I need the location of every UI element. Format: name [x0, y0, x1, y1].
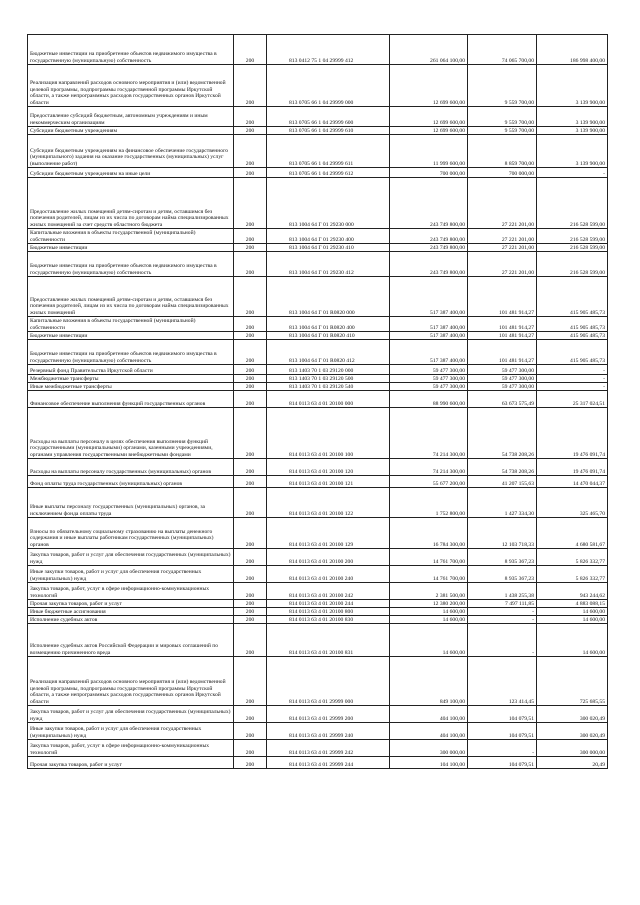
- executed-amount-cell: 27 221 201,00: [468, 244, 537, 252]
- unexecuted-amount-cell: 186 998 400,00: [537, 35, 608, 65]
- executed-amount-cell: -: [468, 616, 537, 624]
- expense-name-cell: Бюджетные инвестиции: [28, 332, 234, 340]
- budget-classification-code-cell: 813 1403 70 1 03 29120 540: [267, 383, 390, 391]
- approved-amount-cell: 104 100,00: [390, 757, 468, 769]
- expense-name-cell: Взносы по обязательному социальному страхованию на выплаты денежного содержания и иные выплаты работникам государственных (муниципальных) органов: [28, 518, 234, 549]
- table-row: [28, 566, 608, 583]
- budget-classification-code-cell: 813 0705 66 1 04 29999 611: [267, 135, 390, 168]
- executed-amount-cell: 8 935 367,23: [468, 549, 537, 566]
- executed-amount-cell: 59 477 300,00: [468, 375, 537, 383]
- executed-amount-cell: 123 414,45: [468, 657, 537, 706]
- line-code-cell: 200: [234, 624, 267, 657]
- budget-classification-code-cell: 814 0113 63 4 01 20100 244: [267, 600, 390, 608]
- table-row: [28, 168, 608, 178]
- budget-classification-code-cell: 814 0113 63 4 01 29999 242: [267, 740, 390, 757]
- budget-classification-code-cell: 814 0113 63 4 01 20100 100: [267, 408, 390, 459]
- table-row: [28, 277, 608, 317]
- executed-amount-cell: 1 438 255,38: [468, 583, 537, 600]
- unexecuted-amount-cell: 19 476 091,74: [537, 408, 608, 459]
- unexecuted-amount-cell: -: [537, 383, 608, 391]
- budget-classification-code-cell: 814 0113 63 4 01 29999 200: [267, 706, 390, 723]
- line-code-cell: 200: [234, 317, 267, 332]
- table-row: [28, 365, 608, 375]
- approved-amount-cell: 14 761 700,00: [390, 566, 468, 583]
- budget-classification-code-cell: 814 0113 63 4 01 20100 830: [267, 616, 390, 624]
- line-code-cell: 200: [234, 391, 267, 408]
- unexecuted-amount-cell: 4 680 581,67: [537, 518, 608, 549]
- expense-name-cell: Резервный фонд Правительства Иркутской области: [28, 365, 234, 375]
- executed-amount-cell: 27 221 201,00: [468, 178, 537, 229]
- approved-amount-cell: 12 699 600,00: [390, 65, 468, 107]
- budget-classification-code-cell: 814 0113 63 4 01 29999 240: [267, 723, 390, 740]
- expense-name-cell: Реализация направлений расходов основного мероприятия и (или) ведомственной целевой программы, подпрограммы государственной программы Иркутской области, а также непрограммных расходов государственных органов Иркутской области: [28, 657, 234, 706]
- unexecuted-amount-cell: 415 905 485,73: [537, 277, 608, 317]
- approved-amount-cell: 14 761 700,00: [390, 549, 468, 566]
- unexecuted-amount-cell: 3 139 900,00: [537, 127, 608, 135]
- expense-name-cell: Иные межбюджетные трансферты: [28, 383, 234, 391]
- budget-classification-code-cell: 813 1004 64 Г 01 29230 410: [267, 244, 390, 252]
- approved-amount-cell: 700 000,00: [390, 168, 468, 178]
- expense-name-cell: Капитальные вложения в объекты государственной (муниципальной) собственности: [28, 317, 234, 332]
- executed-amount-cell: -: [468, 740, 537, 757]
- line-code-cell: 200: [234, 252, 267, 277]
- budget-classification-code-cell: 813 1004 64 Г 01 R0820 400: [267, 317, 390, 332]
- approved-amount-cell: 1 752 800,00: [390, 488, 468, 518]
- line-code-cell: 200: [234, 244, 267, 252]
- approved-amount-cell: 59 477 300,00: [390, 365, 468, 375]
- budget-classification-code-cell: 814 0113 63 4 01 29999 244: [267, 757, 390, 769]
- line-code-cell: 200: [234, 608, 267, 616]
- approved-amount-cell: 517 387 400,00: [390, 317, 468, 332]
- unexecuted-amount-cell: 19 476 091,74: [537, 459, 608, 476]
- unexecuted-amount-cell: 725 685,55: [537, 657, 608, 706]
- budget-classification-code-cell: 813 1004 64 Г 01 R0820 410: [267, 332, 390, 340]
- approved-amount-cell: 300 000,00: [390, 740, 468, 757]
- line-code-cell: 200: [234, 476, 267, 488]
- table-row: [28, 244, 608, 252]
- executed-amount-cell: 700 000,00: [468, 168, 537, 178]
- approved-amount-cell: 55 677 200,00: [390, 476, 468, 488]
- line-code-cell: 200: [234, 549, 267, 566]
- budget-classification-code-cell: 813 1403 70 1 03 29120 000: [267, 365, 390, 375]
- expense-name-cell: Иные бюджетные ассигнования: [28, 608, 234, 616]
- table-row: [28, 317, 608, 332]
- line-code-cell: 200: [234, 408, 267, 459]
- expense-name-cell: Исполнение судебных актов: [28, 616, 234, 624]
- table-row: [28, 723, 608, 740]
- unexecuted-amount-cell: 216 528 599,00: [537, 244, 608, 252]
- executed-amount-cell: 8 859 700,00: [468, 135, 537, 168]
- table-row: [28, 332, 608, 340]
- table-row: [28, 583, 608, 600]
- line-code-cell: 200: [234, 600, 267, 608]
- expense-name-cell: Закупка товаров, работ и услуг для обеспечения государственных (муниципальных) нужд: [28, 706, 234, 723]
- table-row: [28, 600, 608, 608]
- budget-classification-code-cell: 813 0705 66 1 04 29999 600: [267, 107, 390, 127]
- budget-classification-code-cell: 814 0113 63 4 01 20100 831: [267, 624, 390, 657]
- budget-classification-code-cell: 814 0113 63 4 01 20100 800: [267, 608, 390, 616]
- line-code-cell: 200: [234, 518, 267, 549]
- line-code-cell: 200: [234, 566, 267, 583]
- line-code-cell: 200: [234, 135, 267, 168]
- approved-amount-cell: 517 387 400,00: [390, 340, 468, 365]
- line-code-cell: 200: [234, 178, 267, 229]
- table-row: [28, 518, 608, 549]
- budget-classification-code-cell: 813 1004 64 Г 01 29230 400: [267, 229, 390, 244]
- line-code-cell: 200: [234, 332, 267, 340]
- executed-amount-cell: 63 673 575,49: [468, 391, 537, 408]
- executed-amount-cell: 27 221 201,00: [468, 229, 537, 244]
- expense-name-cell: Бюджетные инвестиции на приобретение объектов недвижимого имущества в государственную (муниципальную) собственность: [28, 340, 234, 365]
- budget-classification-code-cell: 813 1004 64 Г 01 R0820 000: [267, 277, 390, 317]
- line-code-cell: 200: [234, 375, 267, 383]
- approved-amount-cell: 243 749 800,00: [390, 229, 468, 244]
- executed-amount-cell: 12 103 718,33: [468, 518, 537, 549]
- line-code-cell: 200: [234, 459, 267, 476]
- executed-amount-cell: 59 477 300,00: [468, 383, 537, 391]
- unexecuted-amount-cell: 14 600,00: [537, 608, 608, 616]
- executed-amount-cell: 1 427 334,30: [468, 488, 537, 518]
- table-row: [28, 391, 608, 408]
- approved-amount-cell: 517 387 400,00: [390, 277, 468, 317]
- table-row: [28, 229, 608, 244]
- expense-name-cell: Субсидии бюджетным учреждениям на иные цели: [28, 168, 234, 178]
- approved-amount-cell: 404 100,00: [390, 706, 468, 723]
- executed-amount-cell: 74 065 700,00: [468, 35, 537, 65]
- unexecuted-amount-cell: 3 139 900,00: [537, 65, 608, 107]
- budget-classification-code-cell: 814 0113 63 4 01 20100 120: [267, 459, 390, 476]
- expense-name-cell: Исполнение судебных актов Российской Федерации и мировых соглашений по возмещению причиненного вреда: [28, 624, 234, 657]
- line-code-cell: 200: [234, 383, 267, 391]
- table-row: [28, 757, 608, 769]
- budget-classification-code-cell: 813 1004 64 Г 01 29230 000: [267, 178, 390, 229]
- approved-amount-cell: 11 999 600,00: [390, 135, 468, 168]
- line-code-cell: 200: [234, 583, 267, 600]
- line-code-cell: 200: [234, 706, 267, 723]
- unexecuted-amount-cell: 216 528 599,00: [537, 178, 608, 229]
- table-row: [28, 657, 608, 706]
- executed-amount-cell: 101 481 914,27: [468, 340, 537, 365]
- budget-classification-code-cell: 813 0705 66 1 04 29999 612: [267, 168, 390, 178]
- unexecuted-amount-cell: 943 244,62: [537, 583, 608, 600]
- unexecuted-amount-cell: 14 470 044,37: [537, 476, 608, 488]
- expense-name-cell: Реализация направлений расходов основного мероприятия и (или) ведомственной целевой программы, подпрограммы государственной программы Иркутской области, а также непрограммных расходов государственных органов Иркутской области: [28, 65, 234, 107]
- line-code-cell: 200: [234, 657, 267, 706]
- line-code-cell: 200: [234, 757, 267, 769]
- table-row: [28, 408, 608, 459]
- approved-amount-cell: 12 699 600,00: [390, 107, 468, 127]
- table-row: [28, 252, 608, 277]
- approved-amount-cell: 74 214 300,00: [390, 459, 468, 476]
- budget-classification-code-cell: 814 0113 63 4 01 20100 122: [267, 488, 390, 518]
- executed-amount-cell: 104 079,51: [468, 757, 537, 769]
- line-code-cell: 200: [234, 488, 267, 518]
- budget-classification-code-cell: 814 0113 63 4 01 20100 240: [267, 566, 390, 583]
- table-row: [28, 65, 608, 107]
- expense-name-cell: Расходы на выплаты персоналу государственных (муниципальных) органов: [28, 459, 234, 476]
- line-code-cell: 200: [234, 340, 267, 365]
- executed-amount-cell: 104 079,51: [468, 723, 537, 740]
- approved-amount-cell: 243 749 800,00: [390, 252, 468, 277]
- table-row: [28, 488, 608, 518]
- expense-name-cell: Расходы на выплаты персоналу в целях обеспечения выполнения функций государственными (муниципальными) органами, казенными учреждениями, органами управления государственными внебюджетными фондами: [28, 408, 234, 459]
- budget-classification-code-cell: 814 0113 63 4 01 20100 121: [267, 476, 390, 488]
- expense-name-cell: Закупка товаров, работ, услуг в сфере информационно-коммуникационных технологий: [28, 740, 234, 757]
- unexecuted-amount-cell: 216 528 599,00: [537, 252, 608, 277]
- table-row: [28, 375, 608, 383]
- executed-amount-cell: 101 481 914,27: [468, 332, 537, 340]
- approved-amount-cell: 12 380 200,00: [390, 600, 468, 608]
- executed-amount-cell: 9 559 700,00: [468, 65, 537, 107]
- approved-amount-cell: 517 387 400,00: [390, 332, 468, 340]
- executed-amount-cell: 8 935 367,23: [468, 566, 537, 583]
- expense-name-cell: Предоставление субсидий бюджетным, автономным учреждениям и иным некоммерческим организациям: [28, 107, 234, 127]
- unexecuted-amount-cell: 300 020,49: [537, 723, 608, 740]
- expense-name-cell: Межбюджетные трансферты: [28, 375, 234, 383]
- executed-amount-cell: 54 738 208,26: [468, 459, 537, 476]
- approved-amount-cell: 88 990 600,00: [390, 391, 468, 408]
- budget-classification-code-cell: 814 0113 63 4 01 20100 000: [267, 391, 390, 408]
- budget-classification-code-cell: 813 0705 66 1 04 29999 000: [267, 65, 390, 107]
- approved-amount-cell: 59 477 300,00: [390, 383, 468, 391]
- unexecuted-amount-cell: -: [537, 168, 608, 178]
- unexecuted-amount-cell: 5 826 332,77: [537, 566, 608, 583]
- expense-name-cell: Предоставление жилых помещений детям-сиротам и детям, оставшимся без попечения родителей, лицам из их числа по договорам найма специализированных жилых помещений: [28, 277, 234, 317]
- budget-classification-code-cell: 813 1403 70 1 03 29120 500: [267, 375, 390, 383]
- line-code-cell: 200: [234, 229, 267, 244]
- expense-name-cell: Предоставление жилых помещений детям-сиротам и детям, оставшимся без попечения родителей, лицам из их числа по договорам найма специализированных жилых помещений за счет средств областного бюджета: [28, 178, 234, 229]
- line-code-cell: 200: [234, 65, 267, 107]
- unexecuted-amount-cell: 415 905 485,73: [537, 317, 608, 332]
- approved-amount-cell: 14 600,00: [390, 608, 468, 616]
- budget-classification-code-cell: 814 0113 63 4 01 20100 242: [267, 583, 390, 600]
- expense-name-cell: Иные выплаты персоналу государственных (муниципальных) органов, за исключением фонда оплаты труда: [28, 488, 234, 518]
- table-row: [28, 549, 608, 566]
- approved-amount-cell: 59 477 300,00: [390, 375, 468, 383]
- expense-name-cell: Бюджетные инвестиции на приобретение объектов недвижимого имущества в государственную (муниципальную) собственность: [28, 252, 234, 277]
- table-row: [28, 35, 608, 65]
- budget-classification-code-cell: 814 0113 63 4 01 20100 200: [267, 549, 390, 566]
- unexecuted-amount-cell: 5 826 332,77: [537, 549, 608, 566]
- table-row: [28, 178, 608, 229]
- expense-name-cell: Фонд оплаты труда государственных (муниципальных) органов: [28, 476, 234, 488]
- approved-amount-cell: 14 600,00: [390, 616, 468, 624]
- unexecuted-amount-cell: 4 883 088,15: [537, 600, 608, 608]
- line-code-cell: 200: [234, 616, 267, 624]
- budget-classification-code-cell: 814 0113 63 4 01 20100 129: [267, 518, 390, 549]
- table-row: [28, 127, 608, 135]
- unexecuted-amount-cell: 325 465,70: [537, 488, 608, 518]
- executed-amount-cell: -: [468, 624, 537, 657]
- expense-name-cell: Финансовое обеспечение выполнения функций государственных органов: [28, 391, 234, 408]
- expense-name-cell: Субсидии бюджетным учреждениям: [28, 127, 234, 135]
- approved-amount-cell: 243 749 800,00: [390, 244, 468, 252]
- unexecuted-amount-cell: -: [537, 365, 608, 375]
- expense-name-cell: Бюджетные инвестиции на приобретение объектов недвижимого имущества в государственную (муниципальную) собственность: [28, 35, 234, 65]
- table-row: [28, 616, 608, 624]
- executed-amount-cell: 41 207 155,63: [468, 476, 537, 488]
- budget-classification-code-cell: 813 0412 75 1 04 29999 412: [267, 35, 390, 65]
- expense-name-cell: Иные закупки товаров, работ и услуг для обеспечения государственных (муниципальных) нужд: [28, 723, 234, 740]
- expense-name-cell: Закупка товаров, работ, услуг в сфере информационно-коммуникационных технологий: [28, 583, 234, 600]
- unexecuted-amount-cell: -: [537, 375, 608, 383]
- table-row: [28, 107, 608, 127]
- unexecuted-amount-cell: 20,49: [537, 757, 608, 769]
- unexecuted-amount-cell: 415 905 485,73: [537, 332, 608, 340]
- table-body: [28, 35, 608, 769]
- executed-amount-cell: 27 221 201,00: [468, 252, 537, 277]
- table-row: [28, 476, 608, 488]
- executed-amount-cell: 59 477 300,00: [468, 365, 537, 375]
- expense-name-cell: Субсидии бюджетным учреждениям на финансовое обеспечение государственного (муниципального) задания на оказание государственных (муниципальных) услуг (выполнение работ): [28, 135, 234, 168]
- unexecuted-amount-cell: 3 139 900,00: [537, 107, 608, 127]
- expense-name-cell: Прочая закупка товаров, работ и услуг: [28, 757, 234, 769]
- executed-amount-cell: 101 481 914,27: [468, 317, 537, 332]
- expense-name-cell: Прочая закупка товаров, работ и услуг: [28, 600, 234, 608]
- line-code-cell: 200: [234, 277, 267, 317]
- table-row: [28, 135, 608, 168]
- table-row: [28, 459, 608, 476]
- line-code-cell: 200: [234, 168, 267, 178]
- approved-amount-cell: 849 100,00: [390, 657, 468, 706]
- budget-classification-code-cell: 813 1004 64 Г 01 29230 412: [267, 252, 390, 277]
- line-code-cell: 200: [234, 107, 267, 127]
- executed-amount-cell: 7 497 111,85: [468, 600, 537, 608]
- approved-amount-cell: 16 784 300,00: [390, 518, 468, 549]
- line-code-cell: 200: [234, 740, 267, 757]
- unexecuted-amount-cell: 300 000,00: [537, 740, 608, 757]
- unexecuted-amount-cell: 300 020,49: [537, 706, 608, 723]
- unexecuted-amount-cell: 415 905 485,73: [537, 340, 608, 365]
- executed-amount-cell: 9 559 700,00: [468, 127, 537, 135]
- approved-amount-cell: 243 749 800,00: [390, 178, 468, 229]
- line-code-cell: 200: [234, 35, 267, 65]
- executed-amount-cell: 9 559 700,00: [468, 107, 537, 127]
- table-row: [28, 624, 608, 657]
- table-row: [28, 608, 608, 616]
- approved-amount-cell: 261 064 100,00: [390, 35, 468, 65]
- approved-amount-cell: 404 100,00: [390, 723, 468, 740]
- table-row: [28, 706, 608, 723]
- approved-amount-cell: 12 699 600,00: [390, 127, 468, 135]
- table-row: [28, 340, 608, 365]
- expense-name-cell: Бюджетные инвестиции: [28, 244, 234, 252]
- executed-amount-cell: -: [468, 608, 537, 616]
- executed-amount-cell: 101 481 914,27: [468, 277, 537, 317]
- table-row: [28, 740, 608, 757]
- expense-name-cell: Иные закупки товаров, работ и услуг для обеспечения государственных (муниципальных) нужд: [28, 566, 234, 583]
- table-row: [28, 383, 608, 391]
- unexecuted-amount-cell: 216 528 599,00: [537, 229, 608, 244]
- unexecuted-amount-cell: 14 600,00: [537, 616, 608, 624]
- expense-name-cell: Капитальные вложения в объекты государственной (муниципальной) собственности: [28, 229, 234, 244]
- budget-classification-code-cell: 814 0113 63 4 01 29999 000: [267, 657, 390, 706]
- budget-execution-table: [27, 34, 608, 769]
- approved-amount-cell: 2 381 500,00: [390, 583, 468, 600]
- line-code-cell: 200: [234, 127, 267, 135]
- approved-amount-cell: 74 214 300,00: [390, 408, 468, 459]
- budget-classification-code-cell: 813 0705 66 1 04 29999 610: [267, 127, 390, 135]
- unexecuted-amount-cell: 14 600,00: [537, 624, 608, 657]
- executed-amount-cell: 54 738 208,26: [468, 408, 537, 459]
- executed-amount-cell: 104 079,51: [468, 706, 537, 723]
- unexecuted-amount-cell: 3 139 900,00: [537, 135, 608, 168]
- expense-name-cell: Закупка товаров, работ и услуг для обеспечения государственных (муниципальных) нужд: [28, 549, 234, 566]
- line-code-cell: 200: [234, 723, 267, 740]
- budget-classification-code-cell: 813 1004 64 Г 01 R0820 412: [267, 340, 390, 365]
- line-code-cell: 200: [234, 365, 267, 375]
- approved-amount-cell: 14 600,00: [390, 624, 468, 657]
- unexecuted-amount-cell: 25 317 024,51: [537, 391, 608, 408]
